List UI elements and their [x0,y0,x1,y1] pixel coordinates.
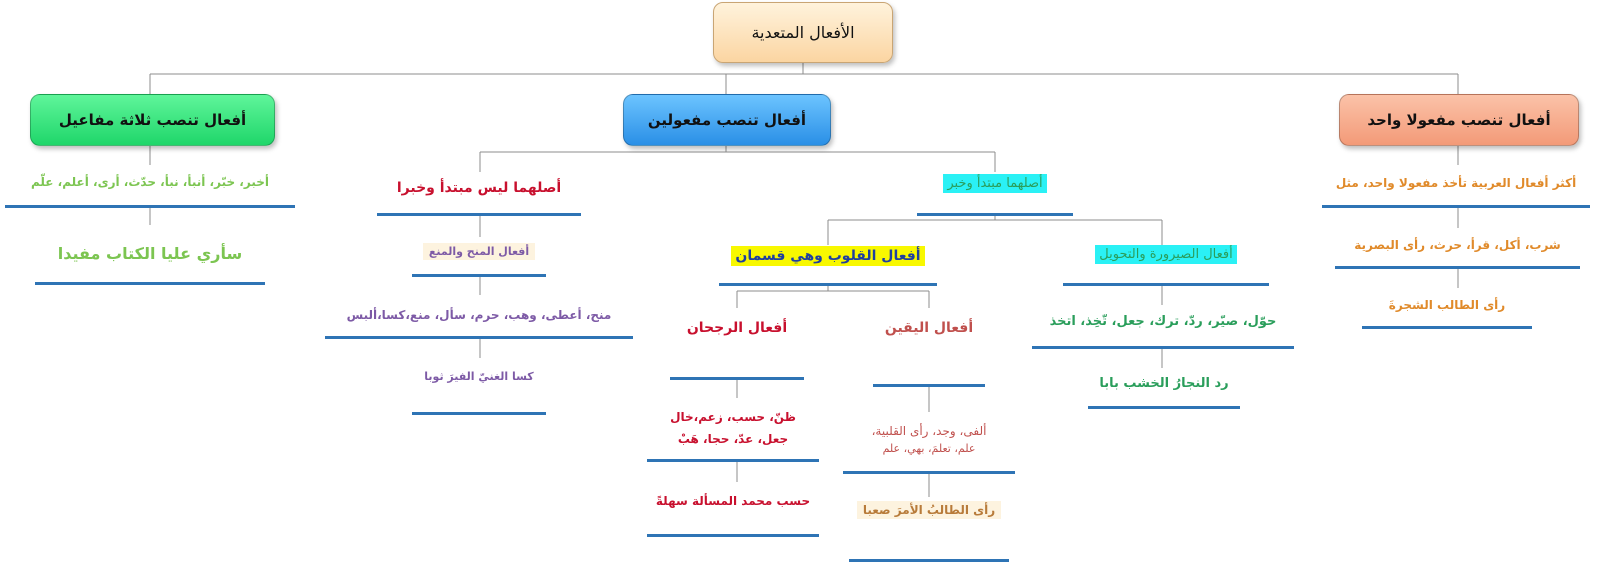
category-one-object: أفعال تنصب مفعولا واحد [1339,94,1579,146]
manh-title: أفعال المنح والمنع [423,243,535,260]
underline [1032,346,1294,349]
underline [377,213,581,216]
tahwil-title: أفعال الصيرورة والتحويل [1095,245,1236,264]
underline [1063,283,1269,286]
tahwil-verbs: حوّل، صيّر، ردّ، ترك، جعل، تّخِذ، اتخذ [1049,314,1277,329]
underline [35,282,265,285]
underline [647,459,819,462]
underline [1362,326,1532,329]
origin-not-mubtada: أصلهما ليس مبتدأ وخبرا [396,180,562,196]
rujhan-title: أفعال الرجحان [686,320,788,336]
rujhan-example: حسب محمد المسألة سهلةً [655,494,811,508]
tahwil-example: رد النجارُ الخشب بابا [1099,376,1229,391]
category-three-objects: أفعال تنصب ثلاثة مفاعيل [30,94,275,146]
underline [412,412,546,415]
rujhan-verbs-line2: جعل، عدّ، حجا، هَبْ [677,432,789,446]
underline [5,205,295,208]
yaqin-verbs-line1: ألفى، وجد، رأى القلبية، [871,424,987,438]
one-object-sentence: رأى الطالب الشجرةَ [1388,298,1506,312]
three-objects-verbs: أخبر، خبّر، أنبأ، نبأ، حدّث، أرى، أعلم، علّم [30,175,269,189]
underline [325,336,633,339]
underline [1322,205,1590,208]
yaqin-example: رأى الطالبُ الأمرَ صعبا [857,501,1001,519]
underline [670,377,804,380]
yaqin-title: أفعال اليقين [884,320,974,336]
three-objects-example: سأري عليا الكتاب مفيدا [57,244,243,263]
underline [849,559,1009,562]
manh-verbs: منح، أعطى، وهب، حرم، سأل، منع،كسا،ألبس [346,308,612,322]
underline [719,283,937,286]
underline [647,534,819,537]
underline [843,471,1015,474]
underline [917,213,1073,216]
one-object-desc: أكثر أفعال العربية تأخذ مفعولا واحد، مثل [1335,176,1577,190]
category-two-objects: أفعال تنصب مفعولين [623,94,831,146]
rujhan-verbs-line1: ظنّ، حسب، زعم،خال [670,410,796,424]
one-object-examples: شرب، أكل، قرأ، حرث، رأى البصرية [1354,238,1561,252]
yaqin-verbs-line2: علم، تعلمَ، بهي، علم [882,442,976,455]
origin-mubtada: أصلهما مبتدأ وخبر [943,174,1046,193]
qulub-title: أفعال القلوب وهي قسمان [731,246,924,266]
root-node: الأفعال المتعدية [713,2,893,63]
underline [1335,266,1580,269]
manh-example: كسا الغنيّ الفيرَ ثوبا [424,370,534,383]
underline [1088,406,1240,409]
underline [412,274,546,277]
underline [873,384,985,387]
